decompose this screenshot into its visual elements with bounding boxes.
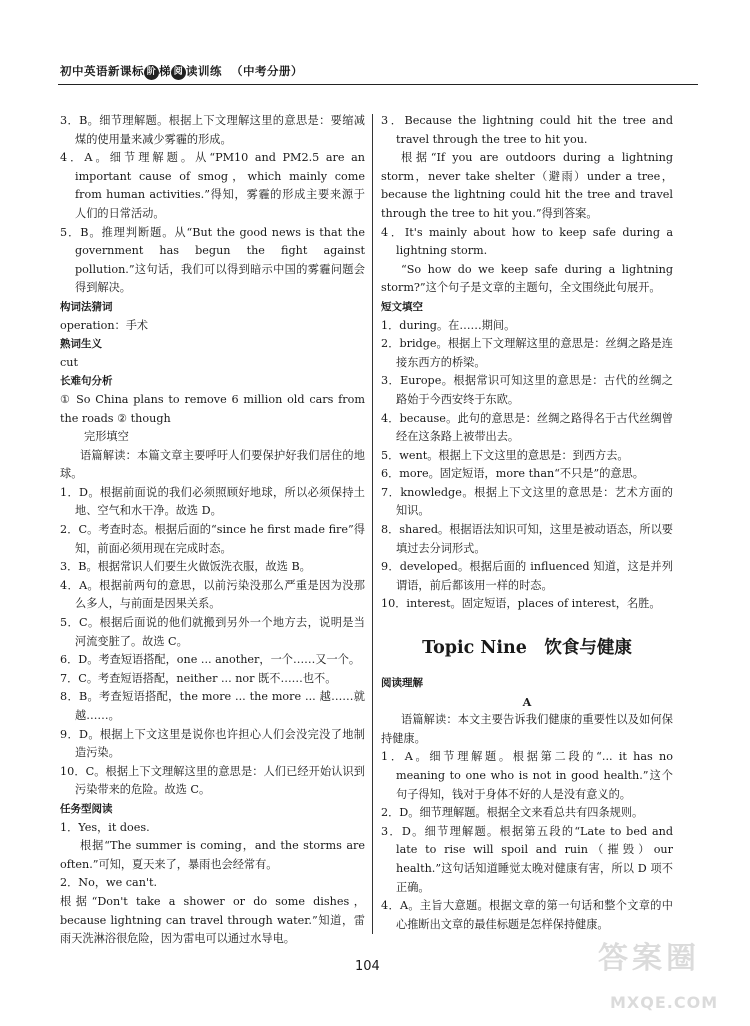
answer-item: 4．A。主旨大意题。根据文章的第一句话和整个文章的中心推断出文章的最佳标题是怎样保持健康。 — [381, 899, 673, 931]
header-suffix: 读训练 — [186, 64, 222, 78]
topic-title: Topic Nine 饮食与健康 — [422, 638, 632, 659]
section-heading: 任务型阅读 — [60, 802, 113, 815]
paragraph: operation：手术 — [60, 318, 149, 332]
paragraph: 完形填空 — [84, 430, 129, 444]
running-header — [60, 62, 303, 81]
paragraph: 根据“The summer is coming，and the storms are often.”可知，夏天来了，暴雨也会经常有。 — [60, 839, 365, 871]
answer-item: 10．C。根据上下文理解这里的意思是：人们已经开始认识到污染带来的危险。故选 C。 — [60, 764, 365, 797]
answer-item: 2．bridge。根据上下文理解这里的意思是：丝绸之路是连接东西方的桥梁。 — [381, 337, 673, 369]
answer-item: 2．D。细节理解题。根据全文来看总共有四条规则。 — [381, 806, 644, 820]
answer-item: 2．No，we can't. — [60, 876, 158, 890]
answer-item: 1．A。细节理解题。根据第二段的“... it has no meaning to one who is not in good health.”这个句子得知，钱对于身体不好的人是没有意义的。 — [381, 750, 673, 801]
answer-item: 5．went。根据上下文这里的意思是：到西方去。 — [381, 448, 629, 462]
answer-item: 3．B。根据常识人们要生火做饭洗衣服，故选 B。 — [60, 560, 311, 574]
answer-item: 5．B。推理判断题。从“But the good news is that the government has begun the fight against pollution.”这句话，我们可以得到暗示中国的雾霾问题会得到解决。 — [60, 225, 365, 295]
paragraph: 语篇解读：本文主要告诉我们健康的重要性以及如何保持健康。 — [381, 713, 673, 745]
header-badge-2: 阅 — [171, 65, 186, 80]
answer-item: 7．C。考查短语搭配，neither ... nor 既不……也不。 — [60, 671, 337, 685]
answer-item: 9．D。根据上下文这里是说你也许担心人们会没完没了地制造污染。 — [60, 727, 365, 760]
answer-item: 9．developed。根据后面的 influenced 知道，这是并列谓语，前后都该用一样的时态。 — [381, 560, 673, 592]
watermark-line1: 答案圈 — [598, 941, 700, 976]
watermark-logo — [590, 941, 740, 1020]
header-volume: （中考分册） — [231, 64, 304, 78]
page-number: 104 — [355, 959, 380, 974]
header-rule — [58, 84, 698, 85]
header-middle: 梯 — [159, 64, 171, 78]
answer-item: 8．B。考查短语搭配，the more ... the more ... 越……就越……。 — [60, 690, 365, 722]
paragraph: “So how do we keep safe during a lightning storm?”这个句子是文章的主题句，全文围绕此句展开。 — [381, 262, 673, 295]
answer-item: 8．shared。根据语法知识可知，这里是被动语态，所以要填过去分词形式。 — [381, 523, 673, 555]
answer-item: 4．It's mainly about how to keep safe during a lightning storm. — [381, 225, 673, 258]
answer-item: 1．during。在……期间。 — [381, 318, 516, 332]
column-divider — [372, 114, 373, 934]
answer-item: 1．D。根据前面说的我们必须照顾好地球，所以必须保持土地、空气和水干净。故选 D。 — [60, 485, 365, 518]
watermark-line2: MXQE.COM — [610, 993, 719, 1012]
paragraph: 语篇解读：本篇文章主要呼吁人们要保护好我们居住的地球。 — [60, 448, 365, 481]
passage-label: A — [522, 694, 532, 709]
answer-item: 3．Europe。根据常识可知这里的意思是：古代的丝绸之路始于今西安终于东欧。 — [381, 374, 673, 406]
answer-item: 7．knowledge。根据上下文这里的意思是：艺术方面的知识。 — [381, 485, 673, 518]
section-heading: 阅读理解 — [381, 677, 423, 690]
answer-item: 2．C。考查时态。根据后面的“since he first made fire”得知，前面必须用现在完成时态。 — [60, 523, 365, 555]
answer-item: 6．D。考查短语搭配，one ... another，一个……又一个。 — [60, 653, 361, 667]
answer-item: 4．because。此句的意思是：丝绸之路得名于古代丝绸曾经在这条路上被带出去。 — [381, 411, 673, 444]
left-column — [60, 112, 365, 949]
header-badge-1: 阶 — [144, 65, 159, 80]
answer-item: 10．interest。固定短语，places of interest，名胜。 — [381, 597, 661, 611]
header-series-prefix: 初中英语新课标 — [60, 64, 144, 78]
answer-item: 1．Yes，it does. — [60, 820, 150, 834]
right-column — [381, 112, 673, 934]
answer-item: 3．Because the lightning could hit the tree and travel through the tree to hit you. — [381, 114, 673, 146]
paragraph: cut — [60, 355, 78, 369]
answer-item: 3．B。细节理解题。根据上下文理解这里的意思是：要缩减煤的使用量来减少雾霾的形成。 — [60, 114, 365, 146]
paragraph: 根据“If you are outdoors during a lightning storm，never take shelter（避雨）under a tree，because the lightning could hit the tree and travel through the tree to hit you.”得到答案。 — [381, 151, 673, 220]
paragraph: 根据“Don't take a shower or do some dishes，because lightning can travel through water.”知道，雷雨天洗淋浴很危险，因为雷电可以通过水导电。 — [60, 894, 365, 946]
answer-item: 3．D。细节理解题。根据第五段的“Late to bed and late to rise will spoil and ruin（摧毁）our health.”这句话知道睡觉太晚对健康有害，所以 D 项不正确。 — [381, 824, 673, 894]
answer-item: 4．A。根据前两句的意思，以前污染没那么严重是因为没那么多人，与前面是因果关系。 — [60, 578, 365, 611]
section-heading: 短文填空 — [381, 300, 423, 313]
paragraph: ① So China plans to remove 6 million old cars from the roads ② though — [60, 392, 365, 425]
answer-item: 6．more。固定短语，more than“不只是”的意思。 — [381, 467, 644, 481]
section-heading: 构词法猜词 — [60, 300, 113, 313]
answer-item: 5．C。根据后面说的他们就搬到另外一个地方去，说明是当河流变脏了。故选 C。 — [60, 616, 365, 648]
section-heading: 长难句分析 — [60, 375, 113, 388]
section-heading: 熟词生义 — [60, 338, 102, 351]
answer-item: 4．A。细节理解题。从“PM10 and PM2.5 are an important cause of smog，which mainly come from human activities.”得知，雾霾的形成主要来源于人们的日常活动。 — [60, 151, 365, 220]
